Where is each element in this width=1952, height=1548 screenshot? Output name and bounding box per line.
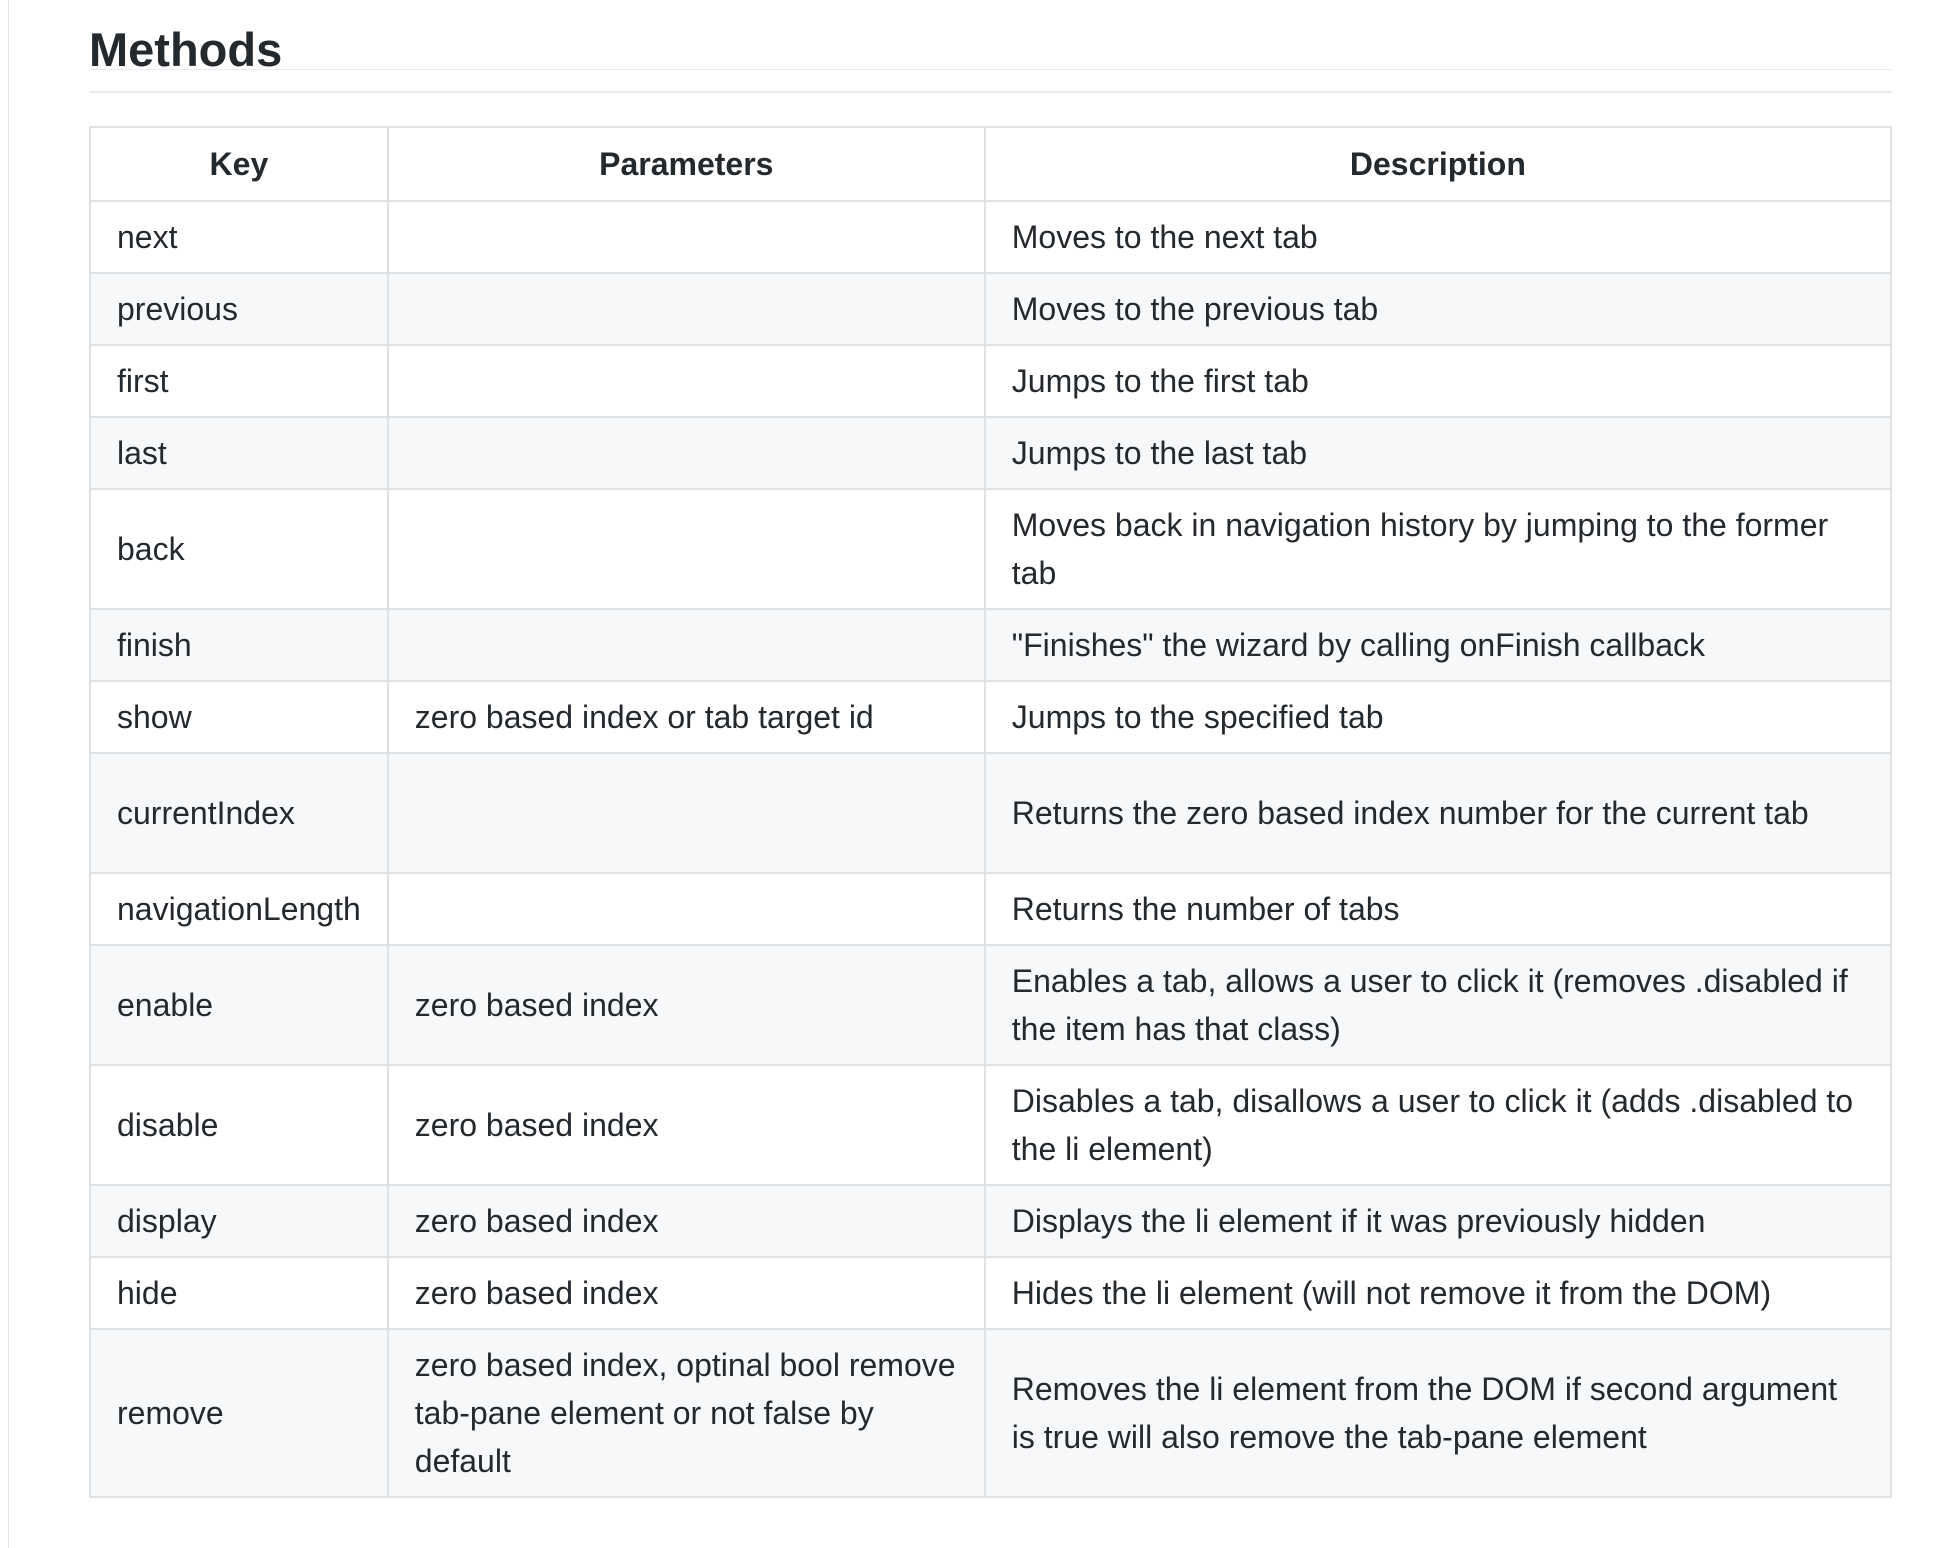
- table-row: [90, 1065, 1891, 1185]
- header-description: Description: [985, 127, 1891, 201]
- cell-parameters: [388, 273, 985, 345]
- cell-parameters: zero based index: [388, 1065, 985, 1185]
- cell-parameters: [388, 201, 985, 273]
- table-row: [90, 345, 1891, 417]
- markdown-content: [89, 0, 1892, 1479]
- cell-description: Hides the li element (will not remove it from the DOM): [985, 1257, 1891, 1329]
- cell-key: show: [90, 681, 388, 753]
- cell-key: finish: [90, 609, 388, 681]
- table-row: [90, 609, 1891, 681]
- table-row: [90, 753, 1891, 873]
- cell-description: Jumps to the last tab: [985, 417, 1891, 489]
- table-row: [90, 1329, 1891, 1497]
- cell-key: hide: [90, 1257, 388, 1329]
- cell-key: back: [90, 489, 388, 609]
- cell-parameters: zero based index or tab target id: [388, 681, 985, 753]
- cell-description: Jumps to the first tab: [985, 345, 1891, 417]
- table-row: [90, 489, 1891, 609]
- table-row: [90, 1257, 1891, 1329]
- cell-key: currentIndex: [90, 753, 388, 873]
- cell-key: disable: [90, 1065, 388, 1185]
- table-row: [90, 873, 1891, 945]
- cell-description: Displays the li element if it was previously hidden: [985, 1185, 1891, 1257]
- table-row: [90, 681, 1891, 753]
- section-heading: Methods: [89, 0, 1892, 70]
- cell-description: "Finishes" the wizard by calling onFinish callback: [985, 609, 1891, 681]
- cell-parameters: zero based index, optinal bool remove tab-pane element or not false by default: [388, 1329, 985, 1497]
- cell-description: Disables a tab, disallows a user to click it (adds .disabled to the li element): [985, 1065, 1891, 1185]
- heading-container: [89, 0, 1892, 93]
- methods-table: [89, 126, 1892, 1498]
- table-row: [90, 417, 1891, 489]
- cell-parameters: [388, 753, 985, 873]
- table-row: [90, 1185, 1891, 1257]
- cell-description: Returns the zero based index number for the current tab: [985, 753, 1891, 873]
- cell-key: remove: [90, 1329, 388, 1497]
- cell-description: Enables a tab, allows a user to click it (removes .disabled if the item has that class): [985, 945, 1891, 1065]
- cell-key: first: [90, 345, 388, 417]
- table-row: [90, 201, 1891, 273]
- cell-parameters: [388, 489, 985, 609]
- table-row: [90, 273, 1891, 345]
- cell-description: Removes the li element from the DOM if second argument is true will also remove the tab-pane element: [985, 1329, 1891, 1497]
- cell-description: Moves to the next tab: [985, 201, 1891, 273]
- cell-parameters: zero based index: [388, 1257, 985, 1329]
- cell-parameters: zero based index: [388, 945, 985, 1065]
- table-header-row: [90, 127, 1891, 201]
- left-gutter-border: [0, 0, 9, 1548]
- cell-key: previous: [90, 273, 388, 345]
- cell-key: last: [90, 417, 388, 489]
- cell-key: navigationLength: [90, 873, 388, 945]
- header-parameters: Parameters: [388, 127, 985, 201]
- header-key: Key: [90, 127, 388, 201]
- cell-description: Moves to the previous tab: [985, 273, 1891, 345]
- cell-description: Moves back in navigation history by jumping to the former tab: [985, 489, 1891, 609]
- cell-description: Returns the number of tabs: [985, 873, 1891, 945]
- cell-parameters: [388, 417, 985, 489]
- cell-key: display: [90, 1185, 388, 1257]
- cell-parameters: [388, 873, 985, 945]
- table-row: [90, 945, 1891, 1065]
- cell-parameters: zero based index: [388, 1185, 985, 1257]
- cell-parameters: [388, 609, 985, 681]
- cell-description: Jumps to the specified tab: [985, 681, 1891, 753]
- cell-parameters: [388, 345, 985, 417]
- cell-key: enable: [90, 945, 388, 1065]
- cell-key: next: [90, 201, 388, 273]
